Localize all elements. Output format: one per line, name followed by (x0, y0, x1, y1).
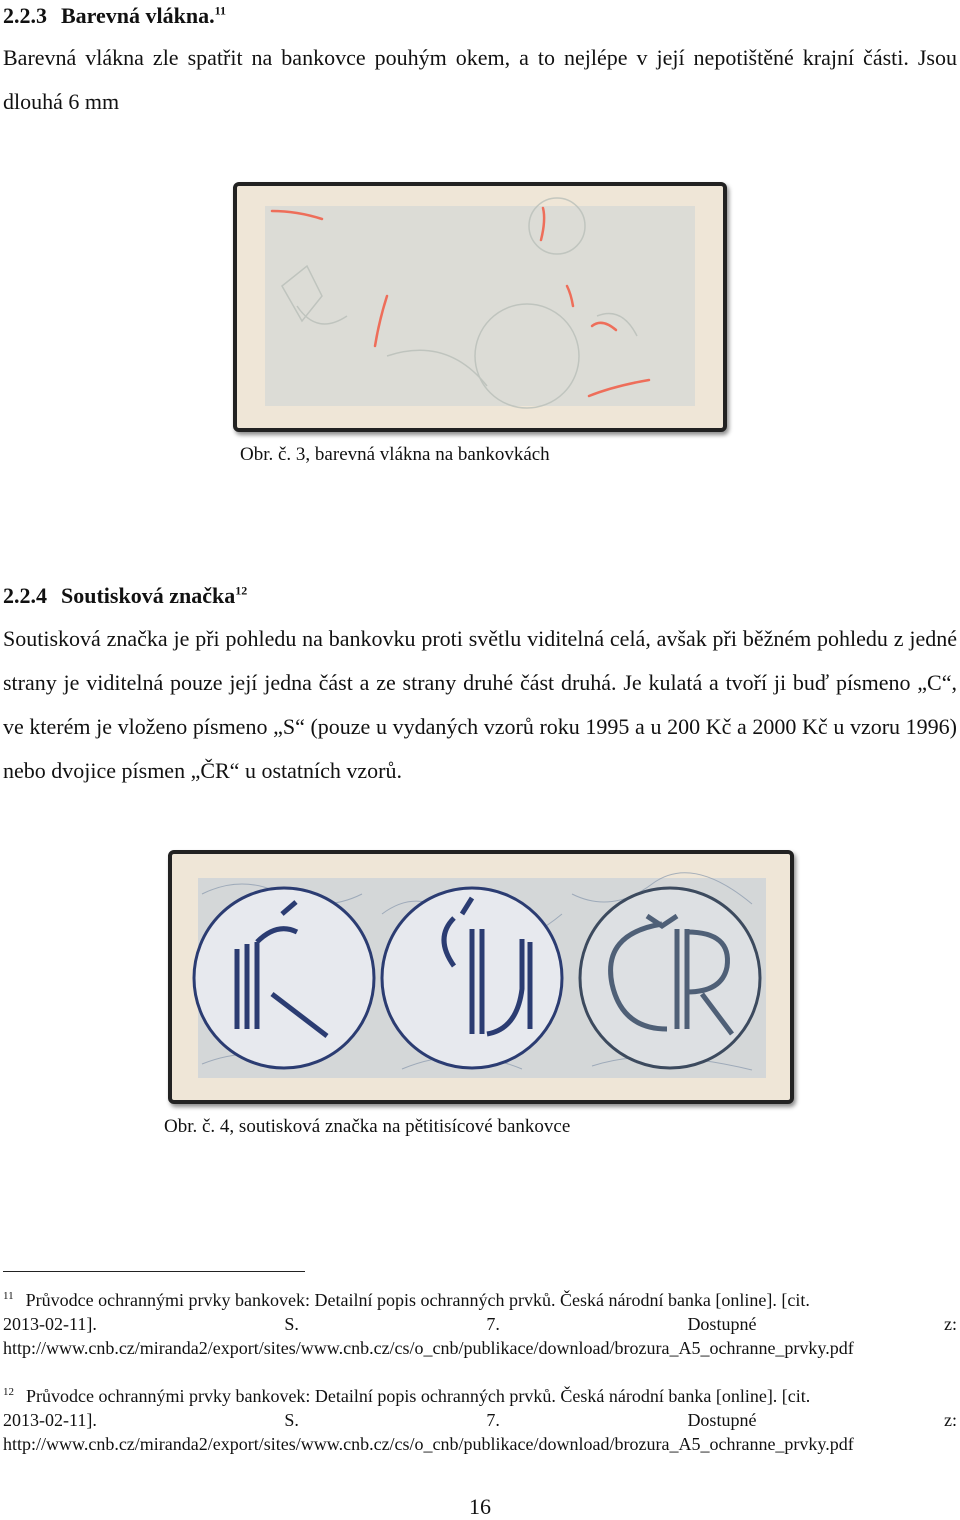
footnote-url-link[interactable]: http://www.cnb.cz/miranda2/export/sites/www.cnb.cz/cs/o_cnb/publikace/download/brozura_A5_ochranne_prvky.pdf (3, 1434, 854, 1454)
footnote-col: Dostupné (687, 1410, 757, 1430)
footnote-mark: 12 (3, 1386, 14, 1398)
footnote-url-link[interactable]: http://www.cnb.cz/miranda2/export/sites/www.cnb.cz/cs/o_cnb/publikace/download/brozura_A5_ochranne_prvky.pdf (3, 1338, 854, 1358)
footnote-col: 2013-02-11]. (3, 1410, 97, 1430)
footnote-col: Dostupné (687, 1314, 757, 1334)
figure-registration-mark (168, 850, 794, 1104)
footnote-11 (3, 1284, 957, 1360)
footnote-mark: 11 (3, 1290, 14, 1302)
footnote-text (3, 1380, 957, 1408)
figure-colored-fibers (233, 182, 727, 432)
footnote-ref: 11 (214, 3, 226, 18)
footnote-citation: Průvodce ochrannými prvky bankovek: Detailní popis ochranných prvků. Česká národní banka [online]. [cit. (25, 1290, 810, 1310)
footnote-text (3, 1284, 957, 1312)
footnote-col: 7. (486, 1410, 500, 1430)
section-title: Barevná vlákna. (61, 3, 215, 28)
figure-caption: Obr. č. 4, soutisková značka na pětitisícové bankovce (164, 1116, 571, 1137)
footnote-citation-line (3, 1408, 957, 1432)
registration-mark-left (194, 888, 374, 1068)
section-paragraph: Soutisková značka je při pohledu na bankovku proti světlu viditelná celá, avšak při běžném pohledu z jedné strany je viditelná pouze její jedna část a ze strany druhé část druhá. Je kulatá a tvoří ji buď písmeno „C“, ve kterém je vloženo písmeno „S“ (pouze u vydaných vzorů roku 1995 a u 200 Kč a 2000 Kč u vzoru 1996) nebo dvojice písmen „ČR“ u ostatních vzorů. (3, 626, 957, 783)
section-title: Soutisková značka (61, 583, 236, 608)
footnote-separator (3, 1271, 305, 1272)
section-heading-2-2-4 (3, 583, 247, 609)
footnote-citation: Průvodce ochrannými prvky bankovek: Detailní popis ochranných prvků. Česká národní banka [online]. [cit. (26, 1386, 811, 1406)
footnote-ref: 12 (235, 583, 248, 598)
footnote-col: S. (284, 1314, 299, 1334)
footnote-col: 2013-02-11]. (3, 1314, 97, 1334)
footnote-col: 7. (486, 1314, 500, 1334)
figure-caption: Obr. č. 3, barevná vlákna na bankovkách (240, 444, 550, 465)
footnote-col: z: (943, 1410, 957, 1430)
section-heading-2-2-3 (3, 3, 226, 29)
section-number: 2.2.4 (3, 583, 47, 608)
registration-mark-middle (382, 888, 562, 1068)
banknote-fibers-image (237, 186, 723, 428)
page-number: 16 (469, 1494, 491, 1519)
footnote-12 (3, 1380, 957, 1456)
footnote-col: S. (284, 1410, 299, 1430)
footnote-col: z: (943, 1314, 957, 1334)
registration-mark-right (580, 888, 760, 1068)
footnote-citation-line (3, 1312, 957, 1336)
section-paragraph: Barevná vlákna zle spatřit na bankovce pouhým okem, a to nejlépe v její nepotištěné krajní části. Jsou dlouhá 6 mm (3, 45, 957, 114)
registration-mark-image (172, 854, 790, 1100)
section-number: 2.2.3 (3, 3, 47, 28)
